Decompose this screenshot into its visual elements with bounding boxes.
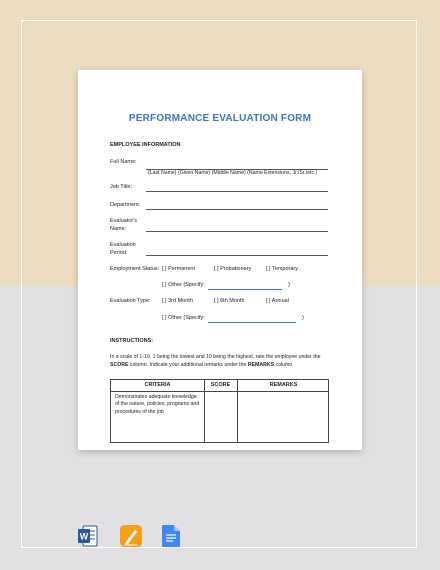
- evaluation-type-label: Evaluation Type:: [110, 298, 151, 304]
- status-permanent-option[interactable]: [ ] Permanent: [162, 266, 196, 272]
- full-name-label: Full Name:: [110, 159, 137, 165]
- period-label-1: Evaluation: [110, 242, 136, 248]
- instructions-line-2-text: column. Indicate your additional remarks under the: [128, 362, 248, 368]
- score-header: SCORE: [210, 382, 231, 388]
- status-probationary-option[interactable]: [ ] Probationary: [214, 266, 252, 272]
- instructions-line-2: [110, 362, 294, 369]
- department-label: Department:: [110, 202, 141, 208]
- remarks-header: REMARKS: [269, 382, 298, 388]
- remarks-keyword: REMARKS: [247, 362, 275, 368]
- evaluator-label-1: Evaluator's: [110, 218, 138, 224]
- status-other-close: ): [288, 282, 290, 288]
- name-hint: (Last Name) (Given Name) (Middle Name) (Name Extensions, Jr./Sr./etc.): [148, 170, 318, 176]
- svg-text:W: W: [79, 531, 89, 542]
- instructions-heading: INSTRUCTIONS:: [110, 338, 154, 344]
- instructions-line-1: In a scale of 1-10, 1 being the lowest and 10 being the highest, rate the employee under the: [110, 354, 321, 360]
- form-title: PERFORMANCE EVALUATION FORM: [128, 113, 312, 124]
- job-title-line: [146, 191, 328, 192]
- period-line: [146, 255, 328, 256]
- type-annual-option[interactable]: [ ] Annual: [266, 298, 289, 304]
- word-icon[interactable]: [78, 525, 96, 547]
- section-employee-heading: EMPLOYEE INFORMATION: [110, 142, 181, 148]
- department-line: [146, 209, 328, 210]
- job-title-label: Job Title:: [110, 184, 133, 190]
- status-other-line[interactable]: [208, 289, 282, 290]
- type-6th-month-option[interactable]: [ ] 6th Month: [214, 298, 245, 304]
- evaluator-label-2: Name:: [110, 226, 127, 232]
- criteria-header: CRITERIA: [144, 382, 171, 388]
- remarks-cell-row-1[interactable]: [238, 392, 329, 442]
- type-other-close: ): [302, 315, 304, 321]
- period-label-2: Period:: [110, 250, 128, 256]
- score-keyword: SCORE: [110, 362, 129, 368]
- pages-icon[interactable]: [120, 525, 138, 547]
- criteria-row-1: Demonstrates adequate knowledge of the nature, policies, programs and procedures of the job: [115, 394, 200, 415]
- status-other-option[interactable]: [ ] Other (Specify:: [162, 282, 205, 288]
- criteria-table: [110, 379, 329, 443]
- status-temporary-option[interactable]: [ ] Temporary: [266, 266, 298, 272]
- type-3rd-month-option[interactable]: [ ] 3rd Month: [162, 298, 193, 304]
- score-cell-row-1[interactable]: [205, 392, 236, 442]
- employment-status-label: Employment Status:: [110, 266, 160, 272]
- type-other-option[interactable]: [ ] Other (Specify:: [162, 315, 205, 321]
- document-page: [78, 70, 362, 450]
- evaluator-line: [146, 231, 328, 232]
- type-other-line[interactable]: [208, 322, 296, 323]
- instructions-line-2-end: column.: [274, 362, 294, 368]
- google-docs-icon[interactable]: [162, 525, 180, 547]
